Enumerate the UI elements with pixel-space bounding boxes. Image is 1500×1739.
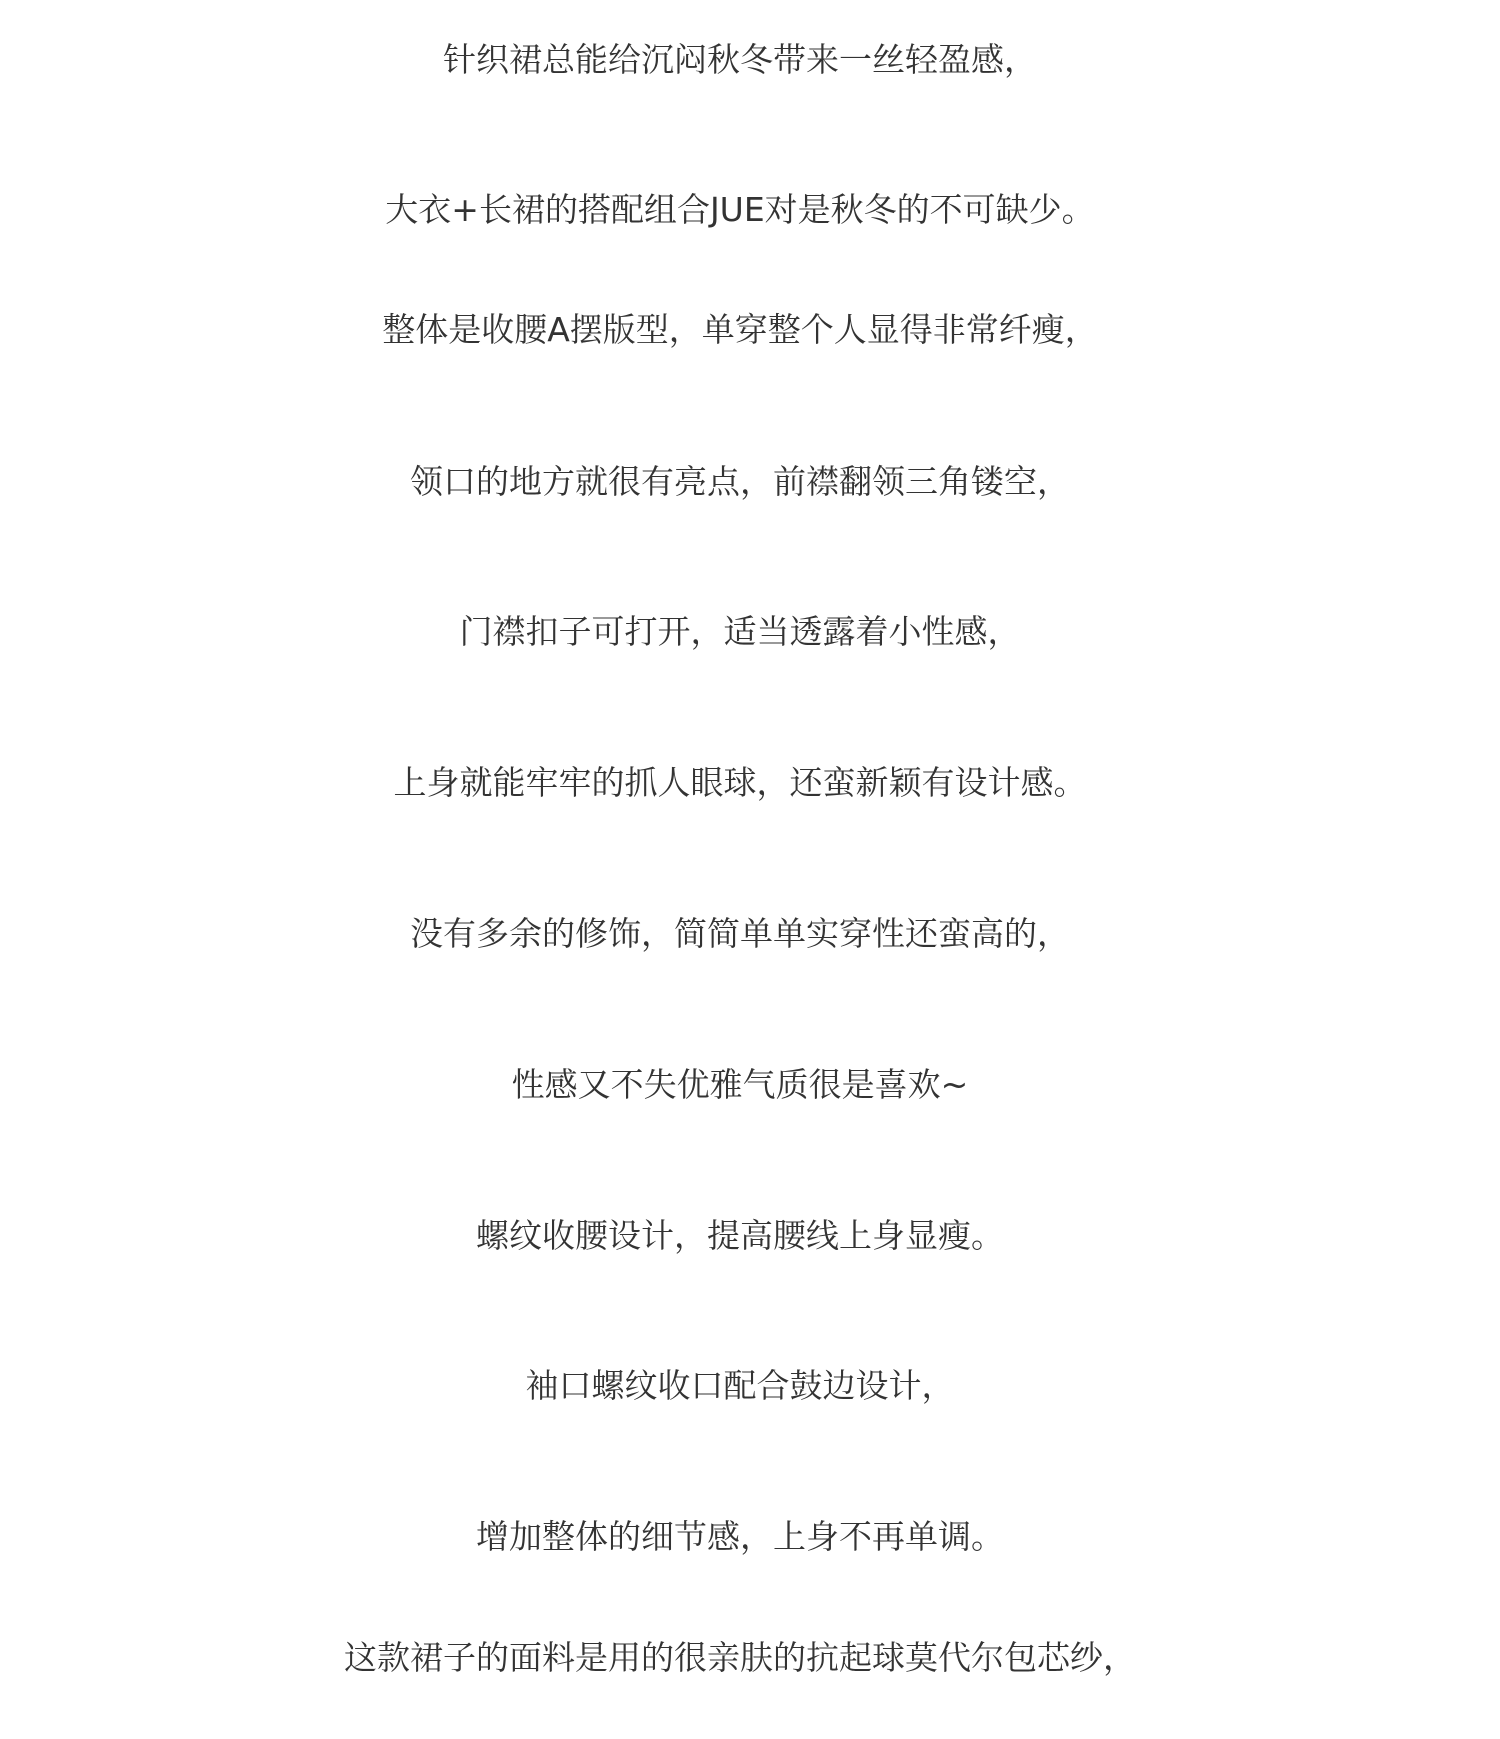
paragraph-line-4: 领口的地方就很有亮点，前襟翻领三角镂空， (410, 462, 1070, 501)
paragraph-line-12: 这款裙子的面料是用的很亲肤的抗起球莫代尔包芯纱， (344, 1638, 1136, 1677)
paragraph-line-7: 没有多余的修饰，简简单单实穿性还蛮高的， (410, 914, 1070, 953)
paragraph-line-3: 整体是收腰A摆版型，单穿整个人显得非常纤瘦， (382, 310, 1098, 349)
paragraph-line-8: 性感又不失优雅气质很是喜欢~ (511, 1065, 969, 1104)
paragraph-line-9: 螺纹收腰设计，提高腰线上身显瘦。 (476, 1216, 1004, 1255)
paragraph-line-2: 大衣+长裙的搭配组合JUE对是秋冬的不可缺少。 (385, 190, 1095, 229)
paragraph-line-11: 增加整体的细节感，上身不再单调。 (476, 1517, 1004, 1556)
paragraph-line-1: 针织裙总能给沉闷秋冬带来一丝轻盈感， (443, 40, 1037, 79)
paragraph-line-5: 门襟扣子可打开，适当透露着小性感， (459, 612, 1021, 651)
paragraph-line-10: 袖口螺纹收口配合鼓边设计， (525, 1366, 955, 1405)
paragraph-line-6: 上身就能牢牢的抓人眼球，还蛮新颖有设计感。 (393, 763, 1087, 802)
